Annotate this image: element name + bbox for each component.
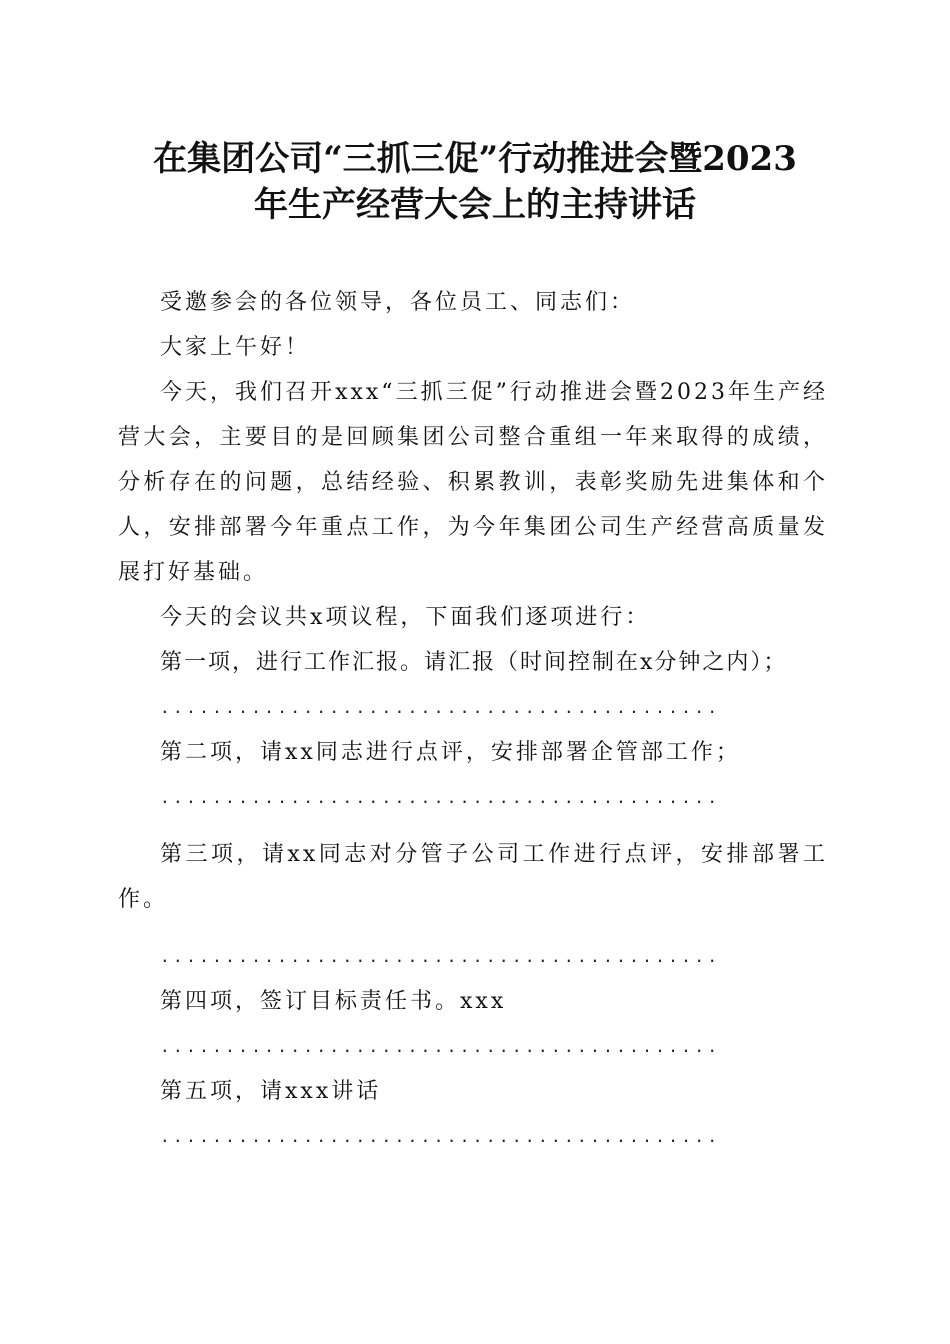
title-line-2: 年生产经营大会上的主持讲话 [254,185,696,225]
agenda-item-1: 第一项，进行工作汇报。请汇报（时间控制在x分钟之内）； [160,650,788,675]
ellipsis-line: ........................................... [160,947,721,966]
ellipsis-line: ........................................... [160,698,721,717]
agenda-item-2: 第二项，请xx同志进行点评，安排部署企管部工作； [160,740,741,765]
ellipsis-line: ........................................... [160,788,721,807]
agenda-item-3: 第三项，请xx同志对分管子公司工作进行点评，安排部署工作。 [118,842,828,912]
ellipsis-line: ........................................... [160,1127,721,1146]
agenda-item-5: 第五项，请xxx讲话 [160,1079,382,1104]
agenda-intro: 今天的会议共x项议程，下面我们逐项进行： [160,605,651,630]
title-line-1: 在集团公司“三抓三促”行动推进会暨2023 [153,139,797,179]
intro-paragraph: 今天，我们召开xxx“三抓三促”行动推进会暨2023年生产经营大会，主要目的是回顾集团公司整合重组一年来取得的成绩，分析存在的问题，总结经验、积累教训，表彰奖励先进集体和个人，安排部署今年重点工作，为今年集团公司生产经营高质量发展打好基础。 [118,380,828,585]
ellipsis-line: ........................................... [160,1037,721,1056]
salutation: 受邀参会的各位领导，各位员工、同志们： [160,290,636,315]
document-body [118,280,828,1159]
document-title [100,136,850,228]
greeting: 大家上午好！ [160,335,311,360]
agenda-item-4: 第四项，签订目标责任书。xxx [160,989,507,1014]
